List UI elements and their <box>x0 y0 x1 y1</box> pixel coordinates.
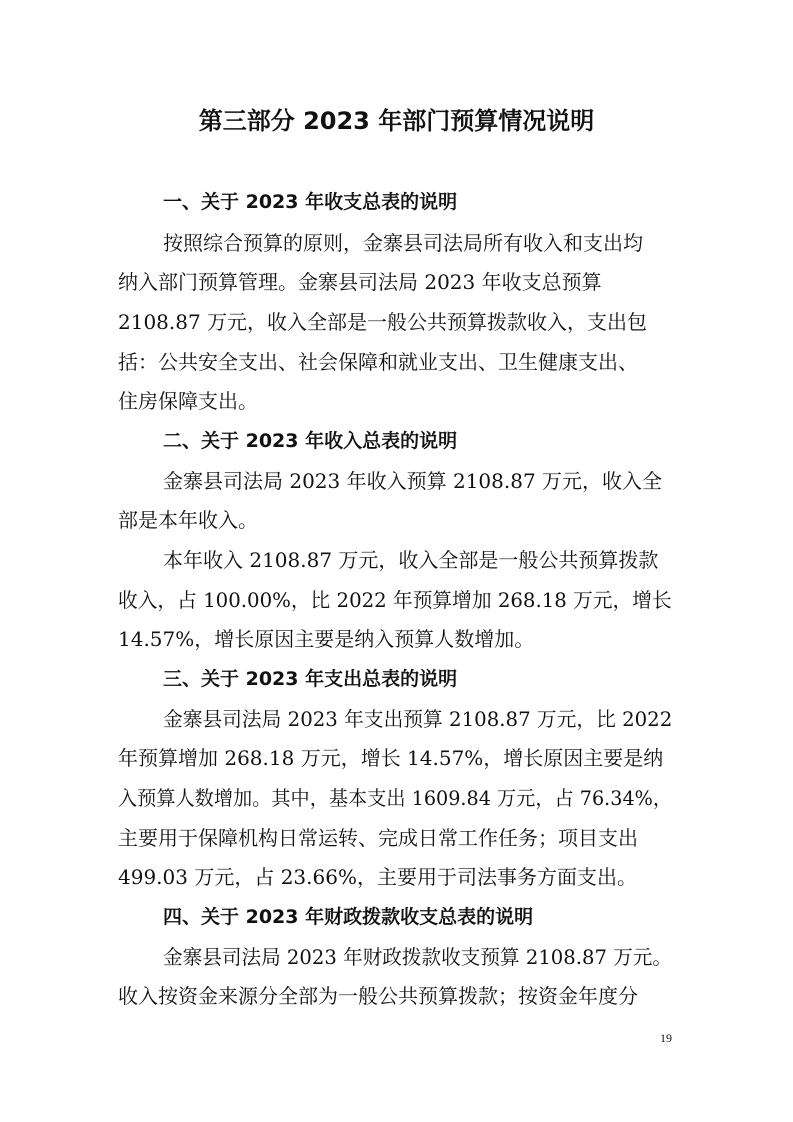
section-4-line-2: 收入按资金来源分全部为一般公共预算拨款；按资金年度分 <box>118 984 638 1008</box>
section-2-line-2: 部是本年收入。 <box>118 508 258 532</box>
section-3-line-2: 年预算增加 268.18 万元，增长 14.57%，增长原因主要是纳 <box>118 746 664 770</box>
section-2-line-5: 14.57%，增长原因主要是纳入预算人数增加。 <box>118 627 535 651</box>
section-3-line-3: 入预算人数增加。其中，基本支出 1609.84 万元，占 76.34%， <box>118 786 673 810</box>
section-1-line-5: 住房保障支出。 <box>118 389 258 413</box>
page-title: 第三部分 2023 年部门预算情况说明 <box>198 107 595 135</box>
section-3-line-4: 主要用于保障机构日常运转、完成日常工作任务；项目支出 <box>118 826 638 850</box>
section-3-heading: 三、关于 2023 年支出总表的说明 <box>163 668 458 690</box>
section-2-line-4: 收入，占 100.00%，比 2022 年预算增加 268.18 万元，增长 <box>118 588 672 612</box>
section-2-line-1: 金寨县司法局 2023 年收入预算 2108.87 万元，收入全 <box>163 469 663 493</box>
section-3-line-5: 499.03 万元，占 23.66%，主要用于司法事务方面支出。 <box>118 865 637 889</box>
section-1-line-2: 纳入部门预算管理。金寨县司法局 2023 年收支总预算 <box>118 270 602 294</box>
section-1-heading: 一、关于 2023 年收支总表的说明 <box>163 191 458 213</box>
section-1-line-1: 按照综合预算的原则，金寨县司法局所有收入和支出均 <box>163 231 643 255</box>
section-2-heading: 二、关于 2023 年收入总表的说明 <box>163 430 458 452</box>
section-1-line-4: 括：公共安全支出、社会保障和就业支出、卫生健康支出、 <box>118 350 638 374</box>
section-4-heading: 四、关于 2023 年财政拨款收支总表的说明 <box>163 906 534 928</box>
section-3-line-1: 金寨县司法局 2023 年支出预算 2108.87 万元，比 2022 <box>163 707 673 731</box>
section-4-line-1: 金寨县司法局 2023 年财政拨款收支预算 2108.87 万元。 <box>163 945 673 969</box>
section-2-line-3: 本年收入 2108.87 万元，收入全部是一般公共预算拨款 <box>163 548 659 572</box>
section-1-line-3: 2108.87 万元，收入全部是一般公共预算拨款收入，支出包 <box>118 310 648 334</box>
page-number: 19 <box>660 1031 672 1045</box>
